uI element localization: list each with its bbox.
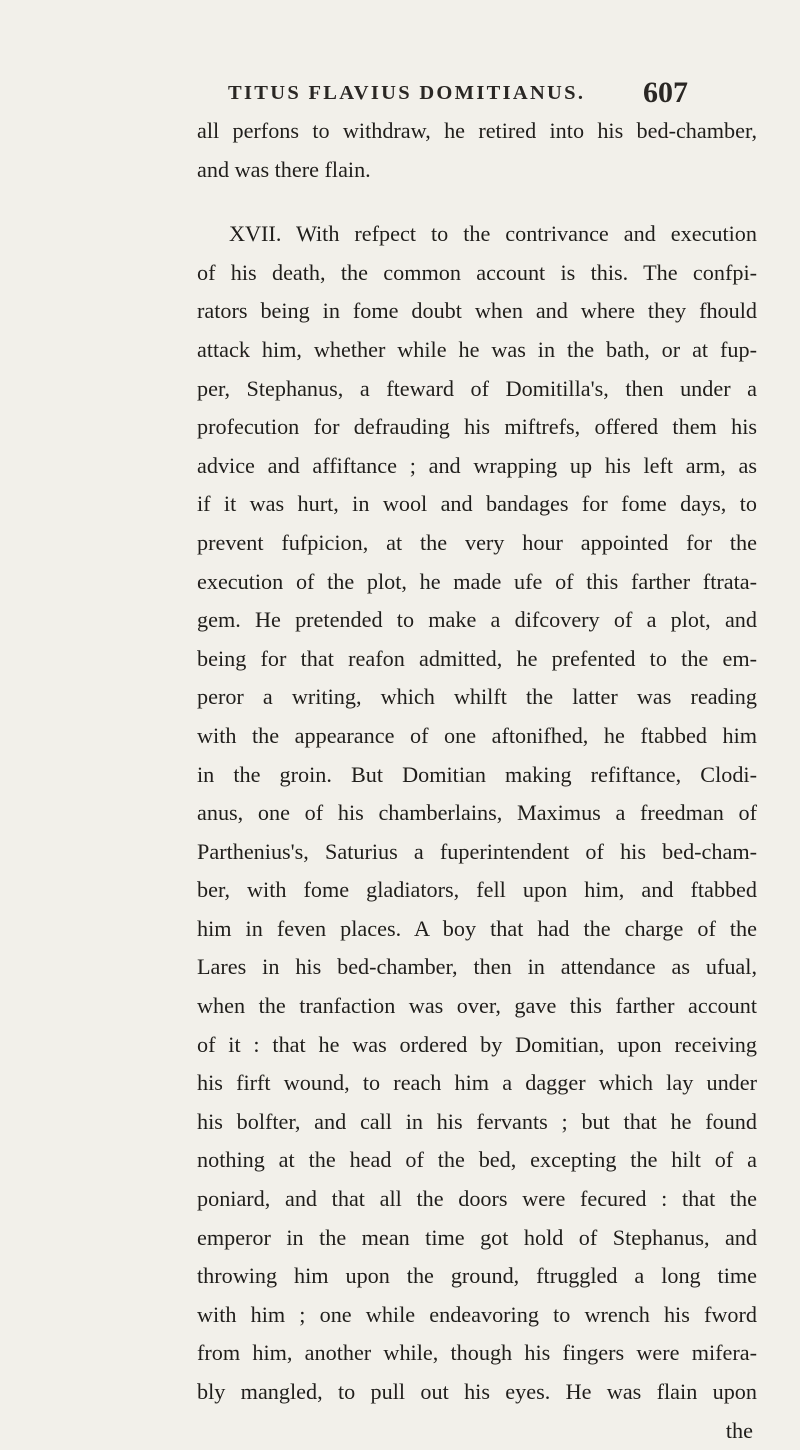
text-line: advice and affiftance ; and wrapping up his left arm, as [197,452,757,478]
page-header [228,76,688,116]
text-line: if it was hurt, in wool and bandages for fome days, to [197,491,757,517]
text-line: his firft wound, to reach him a dagger which lay under [197,1070,757,1096]
text-line: XVII. With refpect to the contrivance and execution [229,221,757,247]
text-line: being for that reafon admitted, he prefented to the em- [197,645,757,671]
text-line: per, Stephanus, a fteward of Domitilla's, then under a [197,375,757,401]
text-line: with him ; one while endeavoring to wrench his fword [197,1301,757,1327]
text-line: in the groin. But Domitian making refiftance, Clodi- [197,761,757,787]
text-line: of his death, the common account is this. The confpi- [197,259,757,285]
text-line: Lares in his bed-chamber, then in attendance as ufual, [197,954,757,980]
text-line: his bolfter, and call in his fervants ; but that he found [197,1108,757,1134]
catchword: the [725,1417,753,1443]
text-line: gem. He pretended to make a difcovery of a plot, and [197,607,757,633]
text-line: nothing at the head of the bed, excepting the hilt of a [197,1147,757,1173]
text-line: when the tranfaction was over, gave this farther account [197,993,757,1019]
body-text [197,112,757,1450]
text-line: ber, with fome gladiators, fell upon him, and ftabbed [197,877,757,903]
text-line: rators being in fome doubt when and where they fhould [197,298,757,324]
text-line: and was there flain. [197,156,371,182]
text-line: all perfons to withdraw, he retired into his bed-chamber, [197,118,757,143]
text-line: bly mangled, to pull out his eyes. He was flain upon [197,1379,757,1404]
text-line: attack him, whether while he was in the bath, or at fup- [197,336,757,362]
text-line: throwing him upon the ground, ftruggled a long time [197,1263,757,1289]
page-number: 607 [643,76,688,109]
text-line: of it : that he was ordered by Domitian, upon receiving [197,1031,757,1057]
running-head: TITUS FLAVIUS DOMITIANUS. [228,82,586,104]
text-line: prevent fufpicion, at the very hour appointed for the [197,529,757,555]
text-line: with the appearance of one aftonifhed, he ftabbed him [197,722,757,748]
text-line: peror a writing, which whilft the latter was reading [197,684,757,710]
text-line: poniard, and that all the doors were fecured : that the [197,1186,757,1212]
text-line: from him, another while, though his fingers were mifera- [197,1340,757,1366]
text-line: emperor in the mean time got hold of Stephanus, and [197,1224,757,1250]
text-line: him in feven places. A boy that had the charge of the [197,915,757,941]
text-line: anus, one of his chamberlains, Maximus a freedman of [197,800,757,826]
text-line: Parthenius's, Saturius a fuperintendent of his bed-cham- [197,838,757,864]
text-line: execution of the plot, he made ufe of this farther ftrata- [197,568,757,594]
text-line: profecution for defrauding his miftrefs, offered them his [197,414,757,440]
